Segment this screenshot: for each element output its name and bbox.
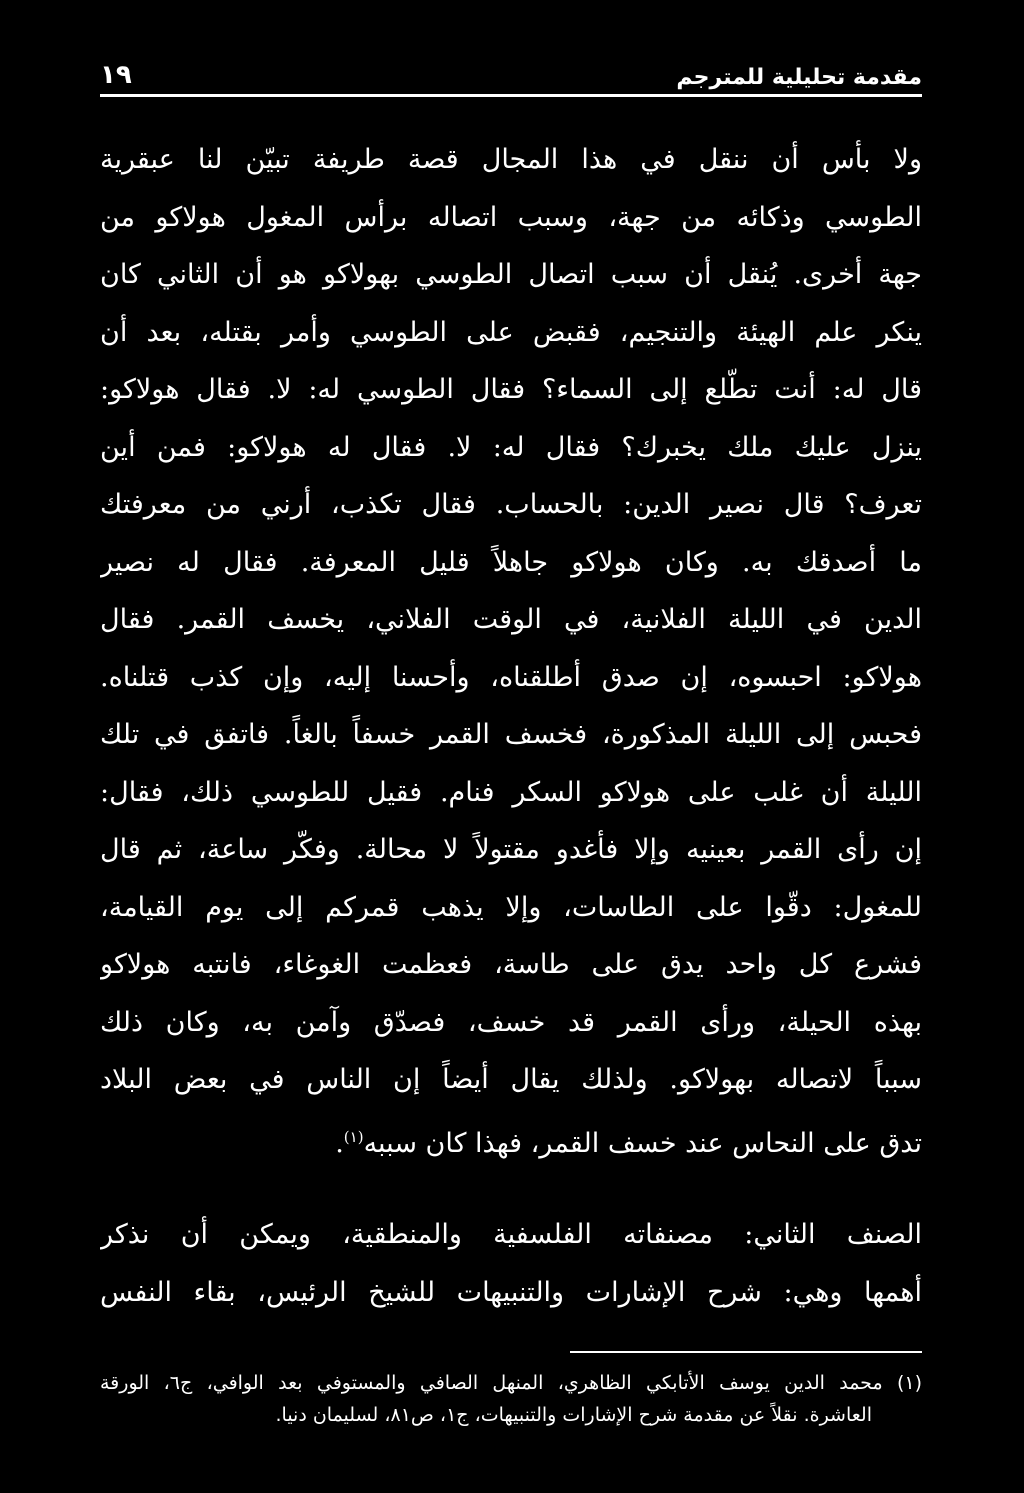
footnote-divider xyxy=(570,1351,922,1353)
document-page xyxy=(100,48,922,1431)
footnote-line: (١) محمد الدين يوسف الأتابكي الظاهري، المنهل الصافي والمستوفي بعد الوافي، ج٦، الورقة xyxy=(100,1372,922,1394)
running-title: مقدمة تحليلية للمترجم xyxy=(676,65,922,90)
text-line: ولا بأس أن ننقل في هذا المجال قصة طريفة تبيّن لنا عبقرية xyxy=(100,144,922,175)
page-number: ١٩ xyxy=(100,60,132,90)
page-header xyxy=(100,48,922,97)
text-line: جهة أخرى. يُنقل أن سبب اتصال الطوسي بهولاكو هو أن الثاني كان xyxy=(100,259,922,290)
text-line: الطوسي وذكائه من جهة، وسبب اتصاله برأس المغول هولاكو من xyxy=(100,201,922,233)
text-line: الصنف الثاني: مصنفاته الفلسفية والمنطقية، ويمكن أن نذكر xyxy=(100,1219,922,1250)
text-line: ينكر علم الهيئة والتنجيم، فقبض على الطوسي وأمر بقتله، بعد أن xyxy=(100,316,922,348)
text-line-content: تدق على النحاس عند خسف القمر، فهذا كان سببه xyxy=(363,1127,922,1159)
text-line: بهذه الحيلة، ورأى القمر قد خسف، فصدّق وآمن به، وكان ذلك xyxy=(100,1006,922,1038)
second-paragraph xyxy=(100,1206,922,1321)
text-line: ما أصدقك به. وكان هولاكو جاهلاً قليل المعرفة. فقال له نصير xyxy=(100,546,922,578)
footnote-reference: (١) xyxy=(343,1127,364,1146)
text-line: سبباً لاتصاله بهولاكو. ولذلك يقال أيضاً إن الناس في بعض البلاد xyxy=(100,1064,922,1095)
text-line: الدين في الليلة الفلانية، في الوقت الفلاني، يخسف القمر. فقال xyxy=(100,604,922,635)
main-paragraph xyxy=(100,131,922,1166)
text-line: قال له: أنت تطّلع إلى السماء؟ فقال الطوسي له: لا. فقال هولاكو: xyxy=(100,374,922,405)
text-line: فحبس إلى الليلة المذكورة، فخسف القمر خسفاً بالغاً. فاتفق في تلك xyxy=(100,719,922,750)
text-line: تعرف؟ قال نصير الدين: بالحساب. فقال تكذب، أرني من معرفتك xyxy=(100,489,922,520)
sentence-end: . xyxy=(335,1127,344,1159)
text-line: للمغول: دقّوا على الطاسات، وإلا يذهب قمركم إلى يوم القيامة، xyxy=(100,891,922,923)
text-line: ينزل عليك ملك يخبرك؟ فقال له: لا. فقال له هولاكو: فمن أين xyxy=(100,431,922,463)
text-line: إن رأى القمر بعينيه وإلا فأغدو مقتولاً لا محالة. وفكّر ساعة، ثم قال xyxy=(100,834,922,865)
text-line: الليلة أن غلب على هولاكو السكر فنام. فقيل للطوسي ذلك، فقال: xyxy=(100,776,922,808)
footnote-line: العاشرة. نقلاً عن مقدمة شرح الإشارات والتنبيهات، ج١، ص٨١، لسليمان دنيا. xyxy=(275,1404,872,1426)
text-line xyxy=(100,1109,922,1167)
text-line: فشرع كل واحد يدق على طاسة، فعظمت الغوغاء، فانتبه هولاكو xyxy=(100,949,922,980)
text-line: هولاكو: احبسوه، إن صدق أطلقناه، وأحسنا إليه، وإن كذب قتلناه. xyxy=(100,661,922,693)
text-line: أهمها وهي: شرح الإشارات والتنبيهات للشيخ الرئيس، بقاء النفس xyxy=(100,1276,922,1308)
footnotes xyxy=(100,1367,922,1431)
